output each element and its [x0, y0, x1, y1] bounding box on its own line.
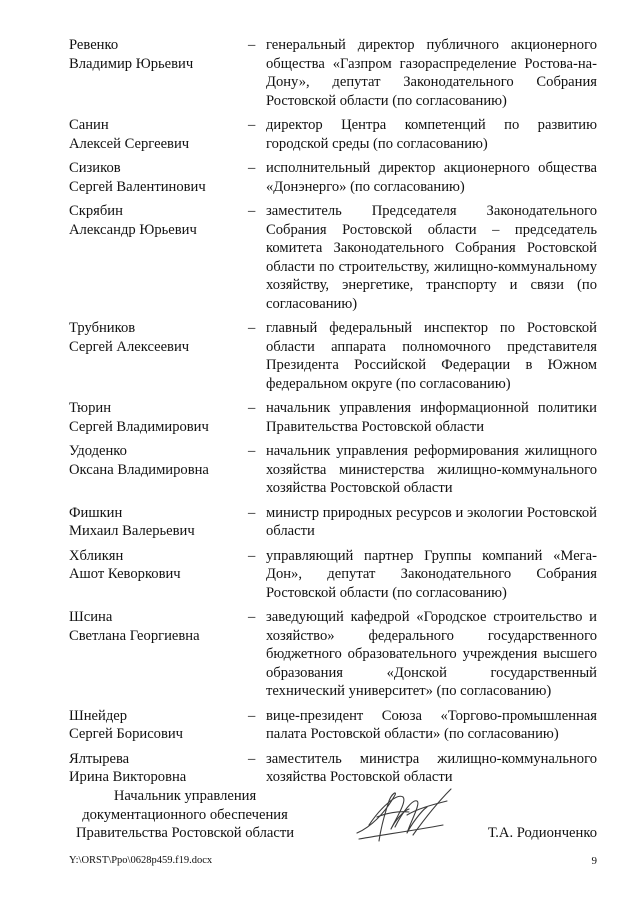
member-surname: Шсина — [69, 609, 113, 625]
member-role: управляющий партнер Группы компаний «Мега-Дон», депутат Законодательного Собрания Ростовской области (по согласованию) — [266, 547, 597, 601]
member-dash: – — [248, 443, 256, 459]
member-dash: – — [248, 547, 256, 564]
member-given-name: Михаил Валерьевич — [69, 523, 195, 539]
member-role: исполнительный директор акционерного общества «Донэнерго» (по согласованию) — [266, 160, 597, 195]
member-surname: Скрябин — [69, 203, 123, 219]
signer-title-line: Правительства Ростовской области — [75, 825, 295, 841]
member-role: министр природных ресурсов и экологии Ростовской области — [266, 504, 597, 539]
file-path: Y:\ORST\Ppo\0628p459.f19.docx — [69, 855, 213, 866]
member-name — [69, 504, 246, 541]
member-given-name: Ашот Кеворкович — [69, 566, 181, 582]
member-name — [69, 116, 246, 153]
member-given-name: Алексей Сергеевич — [69, 135, 190, 152]
member-given-name: Александр Юрьевич — [69, 221, 197, 238]
signature-block — [69, 787, 597, 847]
member-surname: Санин — [69, 117, 109, 133]
member-dash: – — [248, 750, 256, 767]
member-surname: Трубников — [69, 320, 136, 336]
member-role: заведующий кафедрой «Городское строительство и хозяйство» федерального государственного бюджетного образовательного учреждения высшего образования «Донской государственный технический университет» (по согласованию) — [266, 609, 597, 699]
member-dash: – — [248, 203, 256, 219]
member-name — [69, 547, 246, 603]
signer-title-line: Начальник управления — [113, 788, 257, 804]
member-role: заместитель министра жилищно-коммунального хозяйства Ростовской области — [266, 750, 597, 785]
signer-name: Т.А. Родионченко — [487, 825, 597, 841]
member-given-name: Сергей Валентинович — [69, 178, 206, 195]
members-list — [69, 36, 597, 793]
signer-title — [69, 787, 301, 843]
member-given-name: Сергей Владимирович — [69, 418, 209, 435]
member-given-name: Сергей Алексеевич — [69, 338, 190, 355]
member-dash: – — [248, 504, 256, 521]
member-surname: Тюрин — [69, 400, 112, 416]
member-role: начальник управления реформирования жилищного хозяйства министерства жилищно-коммунального хозяйства Ростовской области — [266, 443, 597, 496]
member-surname: Хбликян — [69, 547, 124, 564]
member-surname: Удоденко — [69, 443, 127, 459]
member-row — [69, 202, 597, 313]
member-row — [69, 319, 597, 393]
member-dash: – — [248, 320, 256, 336]
member-role: главный федеральный инспектор по Ростовской области аппарата полномочного представителя Президента Российской Федерации в Южном федеральном округе (по согласованию) — [266, 320, 597, 392]
member-dash: – — [248, 400, 256, 416]
member-row — [69, 608, 597, 701]
member-role: заместитель Председателя Законодательного Собрания Ростовской области – председатель комитета Законодательного Собрания Ростовской области по строительству, жилищно-коммунальному хозяйству, энергетике, транспорту и связи (по согласованию) — [266, 203, 597, 312]
member-name — [69, 750, 246, 787]
member-given-name: Сергей Борисович — [69, 726, 184, 742]
member-row — [69, 750, 597, 787]
member-name — [69, 442, 246, 498]
member-given-name: Владимир Юрьевич — [69, 55, 194, 72]
member-surname: Ялтырева — [69, 750, 130, 767]
member-row — [69, 159, 597, 196]
member-dash: – — [248, 37, 256, 53]
member-row — [69, 504, 597, 541]
member-name — [69, 608, 246, 701]
member-surname: Шнейдер — [69, 707, 128, 724]
member-name — [69, 707, 246, 744]
member-name — [69, 319, 246, 393]
member-row — [69, 547, 597, 603]
member-name — [69, 399, 246, 436]
signer-title-line: документационного обеспечения — [82, 806, 288, 823]
member-surname: Сизиков — [69, 160, 121, 176]
member-row — [69, 399, 597, 436]
member-row — [69, 707, 597, 744]
member-dash: – — [248, 707, 256, 724]
member-role: генеральный директор публичного акционерного общества «Газпром газораспределение Ростова-на-Дону», депутат Законодательного Собрания Ростовской области (по согласованию) — [266, 37, 597, 109]
page-number: 9 — [591, 855, 597, 867]
member-dash: – — [248, 609, 256, 625]
member-role: начальник управления информационной политики Правительства Ростовской области — [266, 400, 597, 435]
member-dash: – — [248, 160, 256, 176]
member-given-name: Светлана Георгиевна — [69, 627, 200, 644]
member-given-name: Ирина Викторовна — [69, 769, 187, 785]
member-name — [69, 202, 246, 313]
member-row — [69, 116, 597, 153]
member-row — [69, 36, 597, 110]
handwritten-signature — [351, 781, 461, 849]
member-surname: Фишкин — [69, 504, 123, 521]
member-role: директор Центра компетенций по развитию городской среды (по согласованию) — [266, 117, 597, 152]
member-row — [69, 442, 597, 498]
member-role: вице-президент Союза «Торгово-промышленная палата Ростовской области» (по согласованию) — [266, 707, 597, 742]
member-name — [69, 159, 246, 196]
member-dash: – — [248, 117, 256, 133]
member-given-name: Оксана Владимировна — [69, 461, 209, 478]
member-name — [69, 36, 246, 110]
member-surname: Ревенко — [69, 37, 119, 53]
